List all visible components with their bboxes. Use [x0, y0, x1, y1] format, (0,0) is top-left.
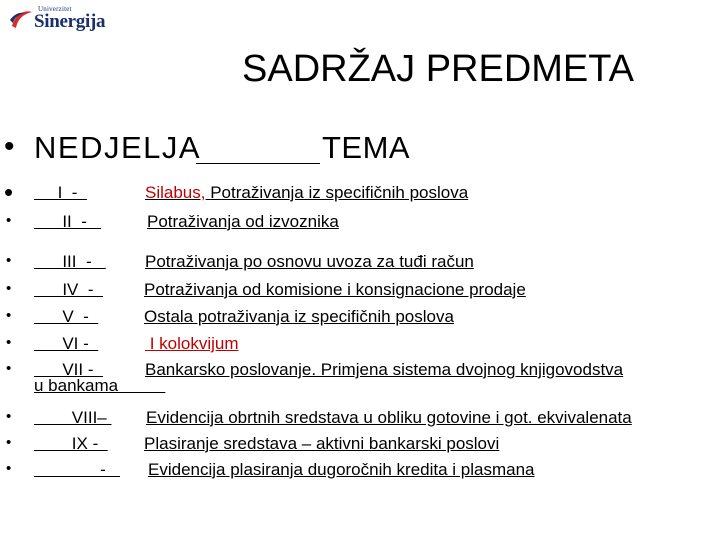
table-header: [0, 127, 720, 167]
week-number: V -: [34, 307, 99, 326]
logo-small-text: Univerzitet: [38, 5, 72, 13]
bullet: •: [6, 360, 12, 377]
bullet: •: [4, 177, 14, 207]
list-item: [0, 307, 720, 331]
list-item: [0, 408, 720, 432]
bullet: •: [6, 280, 12, 297]
list-item: [0, 334, 720, 358]
week-topic: Ostala potraživanja iz specifičnih poslova: [144, 307, 454, 326]
week-number: VII -: [34, 360, 103, 379]
week-number: VIII–: [34, 408, 112, 427]
list-item: [0, 460, 720, 484]
list-item: [0, 280, 720, 304]
week-topic: Potraživanja od komisione i konsignacione prodaje: [144, 280, 526, 299]
week-number: III -: [34, 252, 106, 271]
week-number: VI -: [34, 334, 99, 353]
list-item: [0, 177, 720, 207]
week-number: I -: [34, 183, 87, 202]
topic-text: Potraživanja iz specifičnih poslova: [210, 183, 469, 202]
week-number: -: [34, 460, 120, 479]
header-topic: TEMA: [322, 130, 411, 165]
week-topic: Plasiranje sredstava – aktivni bankarski poslovi: [144, 434, 500, 453]
bullet: •: [6, 252, 12, 269]
bullet: •: [6, 434, 12, 451]
topic-continuation: u bankama: [34, 376, 166, 395]
university-logo: [8, 4, 106, 36]
bullet: •: [6, 212, 12, 229]
bullet: •: [6, 408, 12, 425]
week-number: II -: [34, 212, 102, 231]
week-topic: Potraživanja po osnovu uvoza za tuđi račun: [145, 252, 474, 271]
week-number: IV -: [34, 280, 103, 299]
list-item: [0, 212, 720, 236]
logo-swoosh-icon: [8, 6, 34, 32]
list-item: [0, 434, 720, 458]
week-topic: Potraživanja od izvoznika: [147, 212, 339, 231]
bullet: •: [6, 307, 12, 324]
list-item: [0, 252, 720, 276]
logo-big-text: Sinergija: [34, 11, 106, 32]
week-topic: Evidencija plasiranja dugoročnih kredita i plasmana: [148, 460, 535, 479]
week-topic: Evidencija obrtnih sredstava u obliku gotovine i got. ekvivalenata: [146, 408, 632, 427]
bullet: •: [4, 130, 15, 163]
page-title: SADRŽAJ PREDMETA: [242, 48, 635, 90]
header-underline: [196, 163, 320, 164]
bullet: •: [6, 460, 12, 477]
header-week: NEDJELJA: [34, 130, 202, 165]
week-topic: Bankarsko poslovanje. Primjena sistema dvojnog knjigovodstva: [145, 360, 624, 379]
topic-highlight: Silabus,: [145, 183, 211, 202]
bullet: •: [6, 334, 12, 351]
week-topic: [145, 183, 468, 203]
week-topic: I kolokvijum: [145, 334, 239, 353]
week-number: IX -: [34, 434, 108, 453]
